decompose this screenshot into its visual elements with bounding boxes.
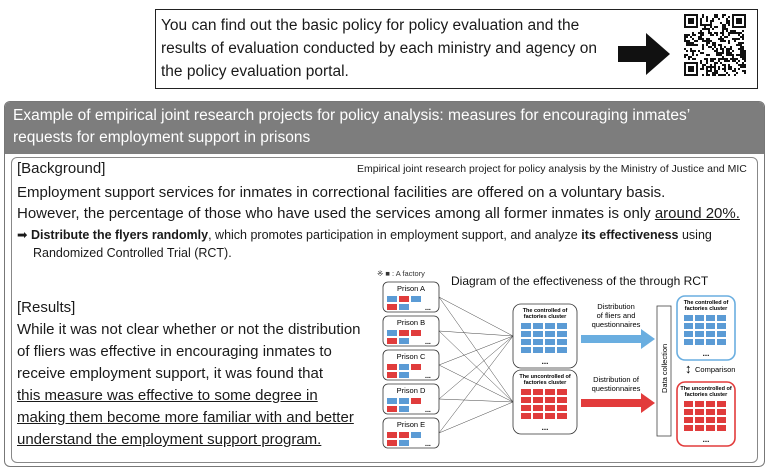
factory-square: [533, 413, 543, 419]
factory-square: [399, 338, 409, 344]
dist1-line3: questionnaires: [591, 320, 641, 329]
prison-ellipsis: ...: [425, 339, 431, 346]
prison-ellipsis: ...: [425, 305, 431, 312]
factory-square: [717, 401, 726, 407]
factory-square: [695, 425, 704, 431]
factory-square: [695, 323, 704, 329]
prison-label: Prison D: [396, 386, 426, 395]
factory-square: [717, 339, 726, 345]
double-arrow-icon: ↕: [685, 361, 692, 376]
panel-banner: [5, 102, 764, 154]
factory-square: [411, 330, 421, 336]
factory-square: [684, 425, 693, 431]
portal-text-line: the policy evaluation portal.: [161, 63, 349, 80]
factory-square: [545, 347, 555, 353]
uncontrolled-label-line1: The uncontrolled of: [519, 374, 571, 380]
background-line2-text: However, the percentage of those who have used the services among all former inmates is only: [17, 205, 655, 222]
factory-square: [387, 364, 397, 370]
factory-square: [695, 331, 704, 337]
factory-square: [399, 406, 409, 412]
background-line1: Employment support services for inmates in correctional facilities are offered on a voluntary basis.: [17, 184, 666, 201]
controlled-result-label1: The controlled of: [683, 300, 729, 306]
prison-list: [383, 282, 439, 448]
factory-square: [521, 323, 531, 329]
factory-square: [706, 417, 715, 423]
factory-square: [399, 296, 409, 302]
factory-square: [545, 331, 555, 337]
prison-label: Prison A: [397, 284, 425, 293]
factory-square: [545, 323, 555, 329]
factory-square: [557, 413, 567, 419]
uncontrolled-ellipsis: ...: [541, 423, 549, 432]
factory-square: [684, 339, 693, 345]
action-line1: [17, 226, 712, 244]
factory-square: [521, 389, 531, 395]
factory-square: [399, 398, 409, 404]
project-note: Empirical joint research project for policy analysis by the Ministry of Justice and MIC: [357, 163, 747, 175]
factory-square: [695, 401, 704, 407]
connection-line: [439, 331, 513, 402]
right-arrow-bullet-icon: ➡: [17, 228, 28, 242]
factory-square: [411, 432, 421, 438]
portal-info-text: [161, 14, 601, 83]
results-line4: [17, 386, 318, 406]
results-line2: of fliers was effective in encouraging inmates to: [17, 343, 332, 360]
results-line1: While it was not clear whether or not the distribution: [17, 321, 361, 338]
factory-square: [706, 331, 715, 337]
factory-square: [521, 413, 531, 419]
factory-square: [387, 304, 397, 310]
factory-square: [399, 364, 409, 370]
factory-square: [545, 413, 555, 419]
action-bold-2: its effectiveness: [581, 228, 679, 242]
factory-square: [387, 440, 397, 446]
factory-square: [684, 409, 693, 415]
factory-square: [521, 347, 531, 353]
factory-square: [717, 315, 726, 321]
factory-square: [533, 331, 543, 337]
factory-square: [533, 339, 543, 345]
factory-square: [557, 389, 567, 395]
portal-text-line: You can find out the basic policy for policy evaluation and the: [161, 17, 580, 34]
controlled-label-line1: The controlled of: [522, 308, 568, 314]
connection-line: [439, 402, 513, 433]
factory-square: [387, 330, 397, 336]
background-heading: [Background]: [17, 160, 106, 177]
action-line2: Randomized Controlled Trial (RCT).: [33, 246, 232, 260]
connection-line: [439, 297, 513, 402]
factory-square: [545, 397, 555, 403]
factory-square: [706, 409, 715, 415]
factory-square: [695, 409, 704, 415]
factory-square: [545, 405, 555, 411]
banner-title-line1: Example of empirical joint research projects for policy analysis: measures for encouraging inmates’: [13, 107, 691, 124]
action-end: using: [678, 228, 712, 242]
factory-square: [695, 339, 704, 345]
results-heading: [Results]: [17, 299, 76, 316]
red-arrow-icon: [581, 393, 655, 413]
results-line3: receive employment support, it was found that: [17, 365, 323, 382]
factory-square: [387, 398, 397, 404]
prison-ellipsis: ...: [425, 441, 431, 448]
factory-square: [684, 401, 693, 407]
factory-square: [706, 425, 715, 431]
results-line5: [17, 408, 354, 428]
factory-square: [533, 397, 543, 403]
factory-square: [557, 397, 567, 403]
factory-square: [521, 331, 531, 337]
action-bold-1: Distribute the flyers randomly: [30, 228, 209, 242]
controlled-label-line2: factories cluster: [523, 314, 567, 320]
factory-square: [545, 389, 555, 395]
factory-square: [717, 409, 726, 415]
dist1-line2: of fliers and: [596, 311, 636, 320]
factory-square: [557, 339, 567, 345]
data-collection-label: Data collection: [660, 343, 669, 393]
prison-ellipsis: ...: [425, 373, 431, 380]
controlled-ellipsis: ...: [541, 357, 549, 366]
research-example-panel: [4, 101, 765, 467]
factory-square: [399, 432, 409, 438]
diagram-title: Diagram of the effectiveness of the through RCT: [451, 274, 709, 288]
controlled-result-ellipsis: ...: [702, 349, 710, 358]
uncontrolled-result-label2: factories cluster: [684, 392, 728, 398]
factory-square: [399, 304, 409, 310]
factory-square: [533, 347, 543, 353]
factory-square: [684, 315, 693, 321]
uncontrolled-result-ellipsis: ...: [702, 435, 710, 444]
factory-square: [387, 432, 397, 438]
factory-square: [521, 397, 531, 403]
prison-ellipsis: ...: [425, 407, 431, 414]
connection-line: [439, 331, 513, 336]
factory-square: [706, 323, 715, 329]
uncontrolled-label-line2: factories cluster: [523, 380, 567, 386]
factory-square: [387, 338, 397, 344]
comparison-label: Comparison: [695, 365, 736, 374]
factory-square: [557, 331, 567, 337]
connection-line: [439, 336, 513, 399]
legend-text: ※ ■ : A factory: [377, 269, 425, 278]
dist1-line1: Distribution: [597, 302, 635, 311]
factory-square: [717, 417, 726, 423]
factory-square: [557, 323, 567, 329]
factory-square: [411, 398, 421, 404]
controlled-result-label2: factories cluster: [684, 306, 728, 312]
dist2-line1: Distribution of: [593, 375, 639, 384]
banner-title-line2: requests for employment support in prisons: [13, 129, 311, 146]
factory-square: [411, 364, 421, 370]
blue-arrow-icon: [581, 329, 655, 349]
factory-square: [695, 417, 704, 423]
prison-label: Prison C: [396, 352, 426, 361]
factory-square: [399, 330, 409, 336]
connection-line: [439, 399, 513, 402]
factory-square: [684, 323, 693, 329]
factory-square: [533, 323, 543, 329]
portal-text-line: results of evaluation conducted by each ministry and agency on: [161, 40, 597, 57]
factory-square: [717, 331, 726, 337]
background-line2: [17, 204, 740, 224]
factory-square: [533, 389, 543, 395]
factory-square: [706, 401, 715, 407]
right-arrow-icon: [618, 33, 670, 75]
connection-line: [439, 297, 513, 336]
results-underlined-text: this measure was effective to some degree in: [17, 387, 318, 404]
prison-label: Prison E: [396, 420, 426, 429]
dist2-line2: questionnaires: [591, 384, 641, 393]
factory-square: [557, 405, 567, 411]
factory-square: [399, 372, 409, 378]
factory-square: [411, 296, 421, 302]
uncontrolled-result-label1: The uncontrolled of: [680, 386, 732, 392]
factory-square: [717, 323, 726, 329]
factory-square: [521, 339, 531, 345]
factory-square: [684, 331, 693, 337]
factory-square: [717, 425, 726, 431]
factory-square: [521, 405, 531, 411]
percentage-highlight: around 20%.: [654, 205, 740, 222]
factory-square: [706, 315, 715, 321]
factory-square: [399, 440, 409, 446]
factory-square: [557, 347, 567, 353]
factory-square: [545, 339, 555, 345]
factory-square: [706, 339, 715, 345]
factory-square: [533, 405, 543, 411]
connection-lines: [439, 297, 513, 433]
results-underlined-text: making them become more familiar with and better: [17, 409, 354, 426]
connection-line: [439, 365, 513, 402]
factory-square: [387, 406, 397, 412]
rct-diagram: [373, 268, 761, 464]
factory-square: [684, 417, 693, 423]
results-underlined-text: understand the employment support program.: [17, 431, 322, 448]
qr-code-icon[interactable]: [684, 14, 746, 76]
factory-square: [387, 372, 397, 378]
factory-square: [387, 296, 397, 302]
action-mid: , which promotes participation in employment support, and analyze: [208, 228, 582, 242]
prison-label: Prison B: [396, 318, 426, 327]
results-line6: [17, 430, 321, 450]
factory-square: [695, 315, 704, 321]
